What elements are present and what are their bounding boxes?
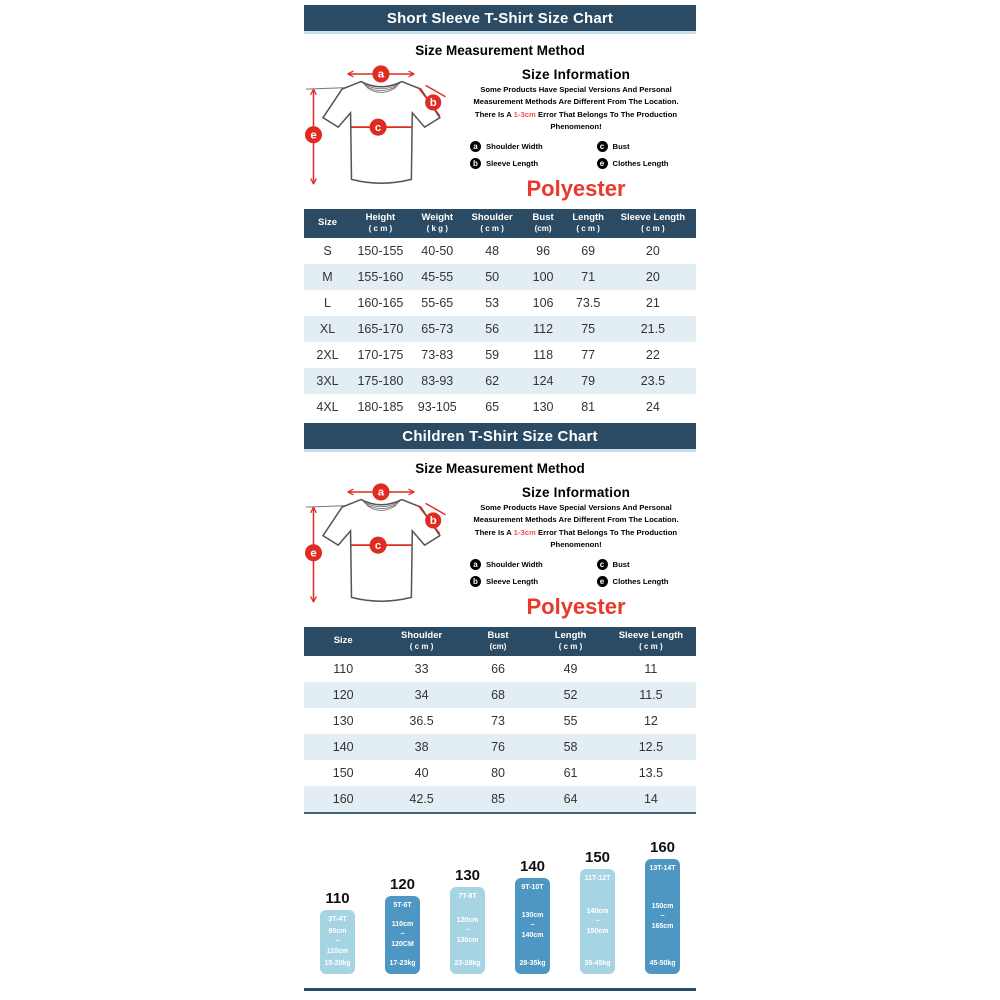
- size-age-bar-chart: [304, 832, 696, 974]
- error-range-highlight: 1-3cm: [513, 527, 536, 537]
- size-bar-160: 13T-14T 150cm ~ 165cm 45-50kg: [645, 859, 680, 974]
- svg-text:c: c: [374, 121, 382, 134]
- size-bar-group-110: 110 3T-4T 95cm ~ 110cm 15-20kg: [320, 890, 355, 974]
- height-range: 150cm ~ 165cm: [651, 902, 674, 930]
- content-column: [304, 0, 696, 991]
- adult-info-text: Some Products Have Special Versions And Personal Measurement Methods Are Different From The Location. There Is A 1-3cm Error That Belongs To The Production Phenomenon!: [473, 85, 679, 131]
- adult-measurement-area: [304, 59, 696, 202]
- height-range: 140cm ~ 150cm: [586, 907, 609, 935]
- svg-text:c: c: [374, 540, 382, 553]
- size-bar-130: 7T-8T 120cm ~ 130cm 23-28kg: [450, 887, 485, 974]
- children-section-title: Children T-Shirt Size Chart: [402, 428, 598, 446]
- legend-label: Shoulder Width: [486, 560, 543, 570]
- col-header-length: Length ( c m ): [535, 627, 606, 656]
- adult-method-title: Size Measurement Method: [415, 43, 585, 58]
- size-bar-150: 11T-12T 140cm ~ 150cm 35-45kg: [580, 869, 615, 974]
- children-size-table: [304, 627, 696, 814]
- svg-text:b: b: [429, 515, 437, 528]
- col-header-size: Size: [304, 627, 382, 656]
- children-measure-legend: [470, 559, 692, 587]
- adult-material-label: Polyester: [526, 176, 626, 202]
- legend-item-bust: [597, 559, 692, 570]
- legend-badge-a-icon: a: [470, 559, 481, 570]
- adult-shirt-box: [304, 59, 456, 202]
- children-shirt-box: [304, 477, 456, 620]
- bottom-divider: [304, 988, 696, 991]
- adult-section-title-bar: [304, 5, 696, 34]
- table-row-l: L 160-165 55-65 53 106 73.5 21: [324, 296, 660, 311]
- children-material-label: Polyester: [526, 594, 626, 620]
- table-row-160: 160 42.5 85 64 14: [304, 786, 696, 813]
- col-header-sleeve-length: Sleeve Length ( c m ): [606, 627, 696, 656]
- svg-text:e: e: [310, 129, 317, 142]
- table-row-110: 110 33 66 49 11: [333, 662, 658, 677]
- legend-badge-e-icon: e: [597, 576, 608, 587]
- legend-item-sleeve: [470, 158, 597, 169]
- table-row-2xl: 2XL 170-175 73-83 59 118 77 22: [316, 348, 660, 363]
- legend-item-bust: [597, 141, 692, 152]
- adult-table-header: [304, 209, 696, 238]
- legend-badge-a-icon: a: [470, 141, 481, 152]
- col-header-length: Length ( c m ): [567, 209, 610, 238]
- legend-item-shoulder: [470, 559, 597, 570]
- table-row-140: 140 38 76 58 12.5: [304, 734, 696, 760]
- table-row-3xl: 3XL 175-180 83-93 62 124 79 23.5: [304, 368, 696, 394]
- legend-badge-c-icon: c: [597, 559, 608, 570]
- adult-size-table: [304, 209, 696, 420]
- tshirt-diagram: [304, 481, 456, 615]
- size-bar-group-150: 150 11T-12T 140cm ~ 150cm 35-45kg: [580, 849, 615, 974]
- table-row-s: S 150-155 40-50 48 96 69 20: [323, 244, 660, 259]
- children-info-text: Some Products Have Special Versions And Personal Measurement Methods Are Different From The Location. There Is A 1-3cm Error That Belongs To The Production Phenomenon!: [473, 503, 679, 550]
- legend-label: Sleeve Length: [486, 159, 539, 169]
- children-measurement-area: [304, 477, 696, 620]
- children-method-title: Size Measurement Method: [415, 461, 585, 477]
- col-header-size: Size: [304, 209, 351, 238]
- svg-text:a: a: [377, 486, 385, 499]
- col-header-bust: Bust (cm): [461, 627, 535, 656]
- legend-label: Clothes Length: [612, 159, 669, 169]
- size-bar-group-140: 140 9T-10T 130cm ~ 140cm 28-35kg: [515, 858, 550, 974]
- table-row-150: 150 40 80 61 13.5: [332, 766, 664, 781]
- legend-item-clothes-length: [597, 576, 692, 587]
- children-table-header: [304, 627, 696, 656]
- col-header-shoulder: Shoulder ( c m ): [382, 627, 460, 656]
- size-bar-110: 3T-4T 95cm ~ 110cm 15-20kg: [320, 910, 355, 974]
- legend-badge-b-icon: b: [470, 576, 481, 587]
- height-range: 110cm ~ 120CM: [391, 921, 414, 949]
- legend-label: Bust: [612, 560, 630, 570]
- legend-item-sleeve: [470, 576, 597, 587]
- legend-badge-b-icon: b: [470, 158, 481, 169]
- children-section-title-bar: [304, 423, 696, 452]
- size-bar-120: 5T-6T 110cm ~ 120CM 17-23kg: [385, 896, 420, 974]
- height-range: 130cm ~ 140cm: [521, 912, 544, 940]
- svg-text:e: e: [310, 547, 317, 560]
- children-info-box: [456, 477, 696, 620]
- legend-item-shoulder: [470, 141, 597, 152]
- svg-text:a: a: [377, 68, 385, 81]
- col-header-height: Height ( c m ): [351, 209, 410, 238]
- height-range: 95cm ~ 110cm: [326, 928, 349, 956]
- table-row-xl: XL 165-170 65-73 56 112 75 21.5: [304, 316, 696, 342]
- legend-badge-c-icon: c: [597, 141, 608, 152]
- svg-text:b: b: [429, 97, 437, 110]
- col-header-weight: Weight ( k g ): [410, 209, 465, 238]
- tshirt-diagram: [304, 63, 456, 197]
- legend-label: Clothes Length: [612, 577, 669, 587]
- legend-label: Sleeve Length: [486, 577, 539, 587]
- legend-item-clothes-length: [597, 158, 692, 169]
- table-row-m: M 155-160 45-55 50 100 71 20: [304, 264, 696, 290]
- col-header-shoulder: Shoulder ( c m ): [465, 209, 520, 238]
- col-header-bust: Bust (cm): [520, 209, 567, 238]
- legend-badge-e-icon: e: [597, 158, 608, 169]
- size-bar-group-120: 120 5T-6T 110cm ~ 120CM 17-23kg: [385, 876, 420, 974]
- table-row-130: 130 36.5 73 55 12: [332, 714, 658, 729]
- height-range: 120cm ~ 130cm: [456, 916, 479, 944]
- adult-info-box: [456, 59, 696, 202]
- legend-label: Bust: [612, 142, 630, 152]
- table-row-120: 120 34 68 52 11.5: [304, 682, 696, 708]
- legend-label: Shoulder Width: [486, 142, 543, 152]
- size-bar-140: 9T-10T 130cm ~ 140cm 28-35kg: [515, 878, 550, 974]
- table-row-4xl: 4XL 180-185 93-105 65 130 81 24: [316, 400, 660, 415]
- col-header-sleeve-length: Sleeve Length ( c m ): [610, 209, 696, 238]
- adult-measure-legend: [470, 141, 692, 169]
- adult-info-title: Size Information: [521, 67, 631, 82]
- children-info-title: Size Information: [521, 485, 631, 501]
- adult-section-title: Short Sleeve T-Shirt Size Chart: [386, 10, 614, 27]
- size-bar-group-160: 160 13T-14T 150cm ~ 165cm 45-50kg: [645, 839, 680, 974]
- error-range-highlight: 1-3cm: [513, 109, 536, 119]
- size-bar-group-130: 130 7T-8T 120cm ~ 130cm 23-28kg: [450, 867, 485, 974]
